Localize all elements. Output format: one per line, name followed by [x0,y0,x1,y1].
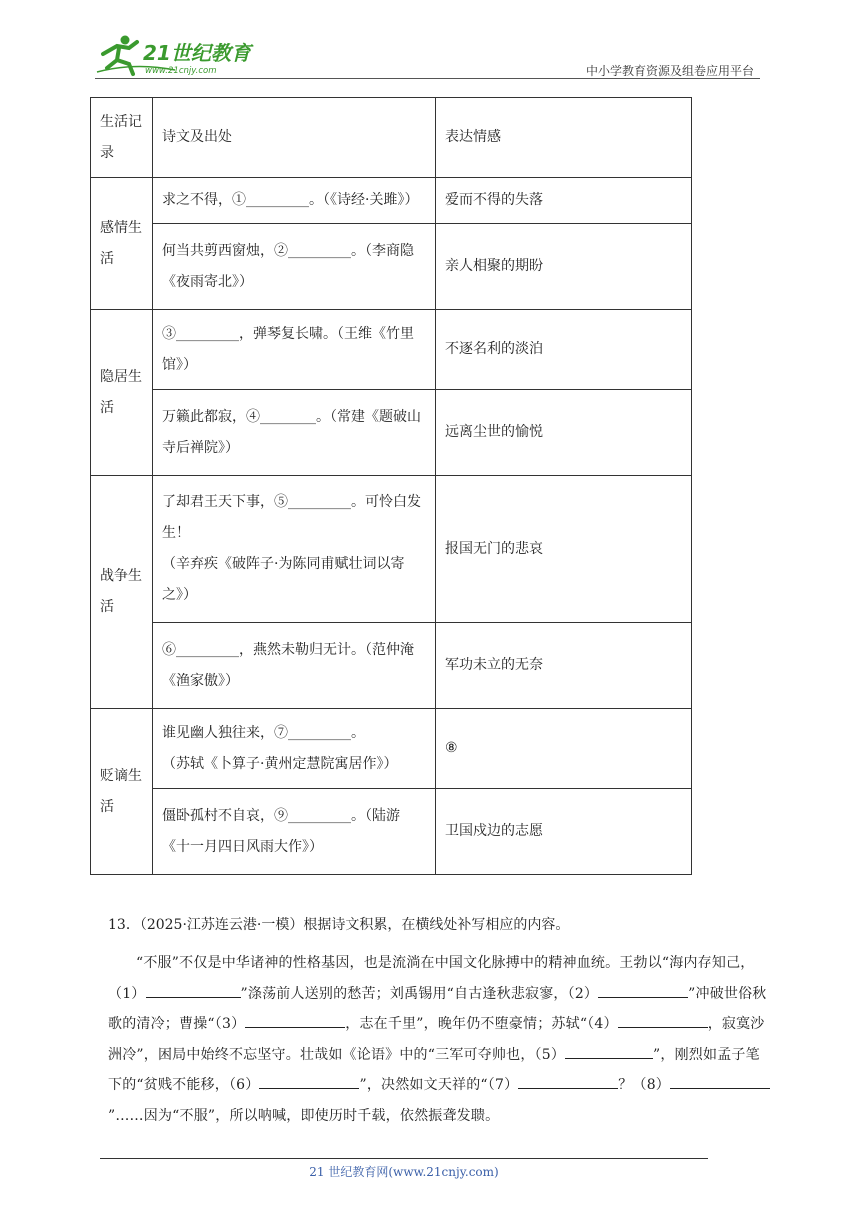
question-13 [108,910,770,1131]
passage-text: “不服”不仅是中华诸神的性格基因，也是流淌在中国文化脉搏中的精神血统。王勃以“海内存知己，（1） [108,955,755,1002]
passage-text: ，寂寞沙洲冷”，困局中始终不忘坚守。壮哉如《论语》中的“三军可夺帅也，（5） [108,1016,765,1063]
category-cell: 隐居生活 [91,310,153,476]
verse-cell: ⑥_________，燕然未勒归无计。（范仲淹《渔家傲》） [153,623,436,709]
verse-cell [153,709,436,789]
logo-text: 21世纪教育 [143,41,251,65]
verse-cell: 万籁此都寂，④________。（常建《题破山寺后禅院》） [153,390,436,476]
answer-blank-7[interactable] [518,1074,618,1089]
table-row [91,623,692,709]
passage-text: ”，决然如文天祥的“（7） [359,1077,519,1093]
category-cell: 感情生活 [91,178,153,310]
emotion-cell: 亲人相聚的期盼 [436,224,692,310]
verse-source: （苏轼《卜算子·黄州定慧院寓居作》） [162,755,398,772]
passage-text: ，志在千里”，晚年仍不堕豪情；苏轼“（4） [345,1016,618,1032]
table-row [91,178,692,224]
poetry-table [90,97,692,875]
answer-blank-6[interactable] [259,1074,359,1089]
answer-blank-3[interactable] [245,1013,345,1028]
page-footer: 21 世纪教育网(www.21cnjy.com) [309,1165,499,1179]
table-row [91,476,692,623]
emotion-cell: 报国无门的悲哀 [436,476,692,623]
answer-blank-5[interactable] [565,1044,653,1059]
table-row [91,789,692,875]
passage-text: ？（8） [618,1077,671,1093]
emotion-cell: 军功未立的无奈 [436,623,692,709]
table-row [91,709,692,789]
answer-blank-2[interactable] [598,983,688,998]
table-row [91,390,692,476]
table-row [91,224,692,310]
header-cell: 生活记录 [91,98,153,178]
page-header [95,32,760,78]
answer-blank-1[interactable] [146,983,241,998]
question-passage [108,948,770,1131]
header-divider [95,78,760,79]
verse-source: （辛弃疾《破阵子·为陈同甫赋壮词以寄之》） [162,556,405,603]
logo-url: www.21cnjy.com [145,66,217,76]
passage-text: ”冲破世俗秋歌的清冷；曹操“（3） [108,985,767,1032]
verse-cell: 僵卧孤村不自哀，⑨_________。（陆游《十一月四日风雨大作》） [153,789,436,875]
platform-title: 中小学教育资源及组卷应用平台 [585,64,754,78]
emotion-cell: ⑧ [436,709,692,789]
verse-cell: ③_________，弹琴复长啸。（王维《竹里馆》） [153,310,436,390]
emotion-cell: 远离尘世的愉悦 [436,390,692,476]
header-cell: 诗文及出处 [153,98,436,178]
category-cell: 战争生活 [91,476,153,709]
passage-text: ”……因为“不服”，所以呐喊，即使历时千载，依然振聋发聩。 [108,1107,500,1124]
footer-divider [100,1158,708,1159]
emotion-cell: 卫国戍边的志愿 [436,789,692,875]
answer-blank-8[interactable] [670,1074,770,1089]
table-header-row [91,98,692,178]
logo-21cnjy [95,32,265,78]
verse-line: 谁见幽人独往来，⑦_________。 [162,724,365,741]
question-heading: 13．（2025·江苏连云港·一模）根据诗文积累，在横线处补写相应的内容。 [108,917,570,933]
verse-cell: 求之不得，①_________。（《诗经·关雎》） [153,178,436,224]
category-cell: 贬谪生活 [91,709,153,875]
passage-text: ”，刚烈如孟子笔下的“贫贱不能移，（6） [108,1046,760,1093]
verse-cell: 何当共剪西窗烛，②_________。（李商隐《夜雨寄北》） [153,224,436,310]
emotion-cell: 爱而不得的失落 [436,178,692,224]
answer-blank-4[interactable] [618,1013,708,1028]
passage-text: ”涤荡前人送别的愁苦；刘禹锡用“自古逢秋悲寂寥，（2） [240,985,599,1002]
emotion-cell: 不逐名利的淡泊 [436,310,692,390]
verse-line: 了却君王天下事，⑤_________。可怜白发生！ [162,494,421,541]
table-row [91,310,692,390]
header-cell: 表达情感 [436,98,692,178]
verse-cell [153,476,436,623]
